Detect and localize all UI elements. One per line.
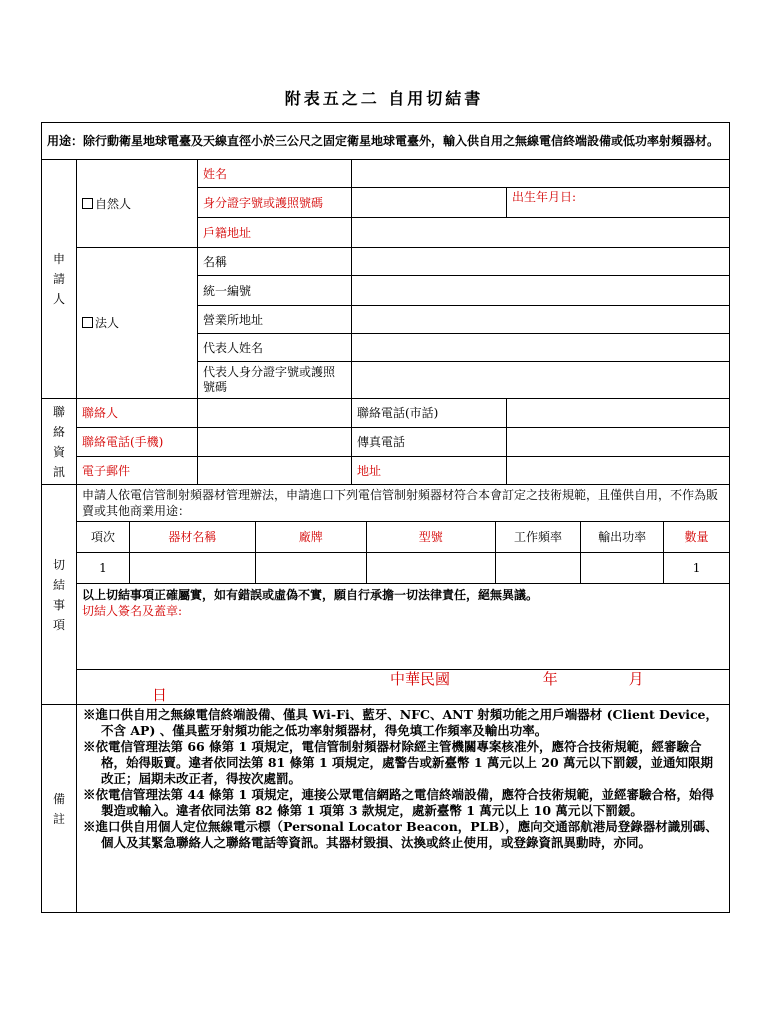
fax-field[interactable] xyxy=(507,428,730,457)
item-number: 1 xyxy=(77,553,129,584)
remarks-content xyxy=(77,705,730,913)
column-header: 廠牌 xyxy=(255,522,366,553)
address-label: 地址 xyxy=(352,457,507,485)
birth-date-label: 出生年月日: xyxy=(512,190,577,204)
quantity-field[interactable]: 1 xyxy=(663,553,729,584)
equipment-header-row xyxy=(77,522,729,553)
representative-name-label: 代表人姓名 xyxy=(198,334,352,362)
purpose-text: 用途：除行動衛星地球電臺及天線直徑小於三公尺之固定衛星地球電臺外，輸入供自用之無線電信終端設備或低功率射頻器材。 xyxy=(42,123,730,160)
equipment-table xyxy=(77,522,729,583)
id-number-label: 身分證字號或護照號碼 xyxy=(198,188,352,218)
business-address-field[interactable] xyxy=(352,306,730,334)
applicant-section-label: 申 請 人 xyxy=(42,160,77,399)
unified-number-field[interactable] xyxy=(352,276,730,306)
juristic-person-option[interactable] xyxy=(77,248,198,399)
birth-date-field[interactable] xyxy=(507,188,730,218)
equipment-table-cell xyxy=(77,522,730,584)
email-label: 電子郵件 xyxy=(77,457,198,485)
juristic-person-checkbox[interactable] xyxy=(82,317,93,328)
household-address-label: 戶籍地址 xyxy=(198,218,352,248)
name-field[interactable] xyxy=(352,160,730,188)
company-name-field[interactable] xyxy=(352,248,730,276)
representative-name-field[interactable] xyxy=(352,334,730,362)
power-field[interactable] xyxy=(581,553,664,584)
remark-item: ※依電信管理法第 44 條第 1 項規定，連接公眾電信網路之電信終端設備，應符合技術規範，並經審驗合格，始得製造或輸入。違者依同法第 82 條第 1 項第 3 款規定，處新臺幣 1 萬元以上 10 萬元以下罰鍰。 xyxy=(83,787,715,818)
column-header: 輸出功率 xyxy=(581,522,664,553)
date-roc-label: 中華民國 xyxy=(390,670,451,688)
contact-person-field[interactable] xyxy=(198,399,352,428)
column-header: 器材名稱 xyxy=(129,522,255,553)
signature-label: 切結人簽名及蓋章: xyxy=(82,604,183,618)
brand-field[interactable] xyxy=(255,553,366,584)
column-header: 工作頻率 xyxy=(495,522,581,553)
remark-item: ※進口供自用個人定位無線電示標（Personal Locator Beacon，PLB），應向交通部航港局登錄器材識別碼、個人及其緊急聯絡人之聯絡電話等資訊。其器材毀損、汰換或終止使用，或登錄資訊異動時，亦同。 xyxy=(83,819,718,850)
mobile-label: 聯絡電話(手機) xyxy=(77,428,198,457)
id-number-field[interactable] xyxy=(352,188,507,218)
household-address-field[interactable] xyxy=(352,218,730,248)
frequency-field[interactable] xyxy=(495,553,581,584)
juristic-person-label: 法人 xyxy=(95,316,120,330)
natural-person-label: 自然人 xyxy=(95,196,132,211)
column-header: 型號 xyxy=(366,522,495,553)
remark-item: ※依電信管理法第 66 條第 1 項規定，電信管制射頻器材除經主管機關專案核准外，應符合技術規範，經審驗合格，始得販賣。違者依同法第 81 條第 1 項規定，處警告或新臺幣 1 萬元以上 20 萬元以下罰鍰，並通知限期改正；屆期未改正者，得按次處罰。 xyxy=(83,739,714,786)
name-label: 姓名 xyxy=(198,160,352,188)
landline-label: 聯絡電話(市話) xyxy=(352,399,507,428)
contact-person-label: 聯絡人 xyxy=(77,399,198,428)
column-header: 數量 xyxy=(663,522,729,553)
remarks-section-label: 備 註 xyxy=(42,705,77,913)
date-month-label: 月 xyxy=(628,670,644,688)
representative-id-label: 代表人身分證字號或護照號碼 xyxy=(198,362,352,399)
page-title: 附表五之二 自用切結書 xyxy=(284,89,484,108)
fax-label: 傳真電話 xyxy=(352,428,507,457)
business-address-label: 營業所地址 xyxy=(198,306,352,334)
date-day-label: 日 xyxy=(152,686,168,704)
mobile-field[interactable] xyxy=(198,428,352,457)
address-field[interactable] xyxy=(507,457,730,485)
email-field[interactable] xyxy=(198,457,352,485)
unified-number-label: 統一編號 xyxy=(198,276,352,306)
affidavit-statement: 以上切結事項正確屬實，如有錯誤或虛偽不實，願自行承擔一切法律責任，絕無異議。 xyxy=(82,588,539,602)
contact-section-label: 聯 絡 資 訊 xyxy=(42,399,77,485)
date-year-label: 年 xyxy=(542,670,558,688)
affidavit-intro: 申請人依電信管制射頻器材管理辦法，申請進口下列電信管制射頻器材符合本會訂定之技術規範，且僅供自用，不作為販賣或其他商業用途： xyxy=(77,485,730,522)
remark-item: ※進口供自用之無線電信終端設備、僅具 Wi-Fi、藍牙、NFC、ANT 射頻功能之用戶端器材 (Client Device，不含 AP) 、僅具藍牙射頻功能之低功率射頻器材，得免填工作頻率及輸出功率。 xyxy=(83,707,719,738)
date-line xyxy=(77,670,730,705)
affidavit-section-label: 切 結 事 項 xyxy=(42,485,77,705)
column-header: 項次 xyxy=(77,522,129,553)
natural-person-checkbox[interactable] xyxy=(82,198,93,209)
natural-person-option[interactable] xyxy=(77,160,198,248)
signature-area[interactable] xyxy=(77,584,730,670)
table-row xyxy=(77,553,729,584)
landline-field[interactable] xyxy=(507,399,730,428)
representative-id-field[interactable] xyxy=(352,362,730,399)
model-field[interactable] xyxy=(366,553,495,584)
company-name-label: 名稱 xyxy=(198,248,352,276)
affidavit-form xyxy=(41,122,730,913)
equipment-name-field[interactable] xyxy=(129,553,255,584)
